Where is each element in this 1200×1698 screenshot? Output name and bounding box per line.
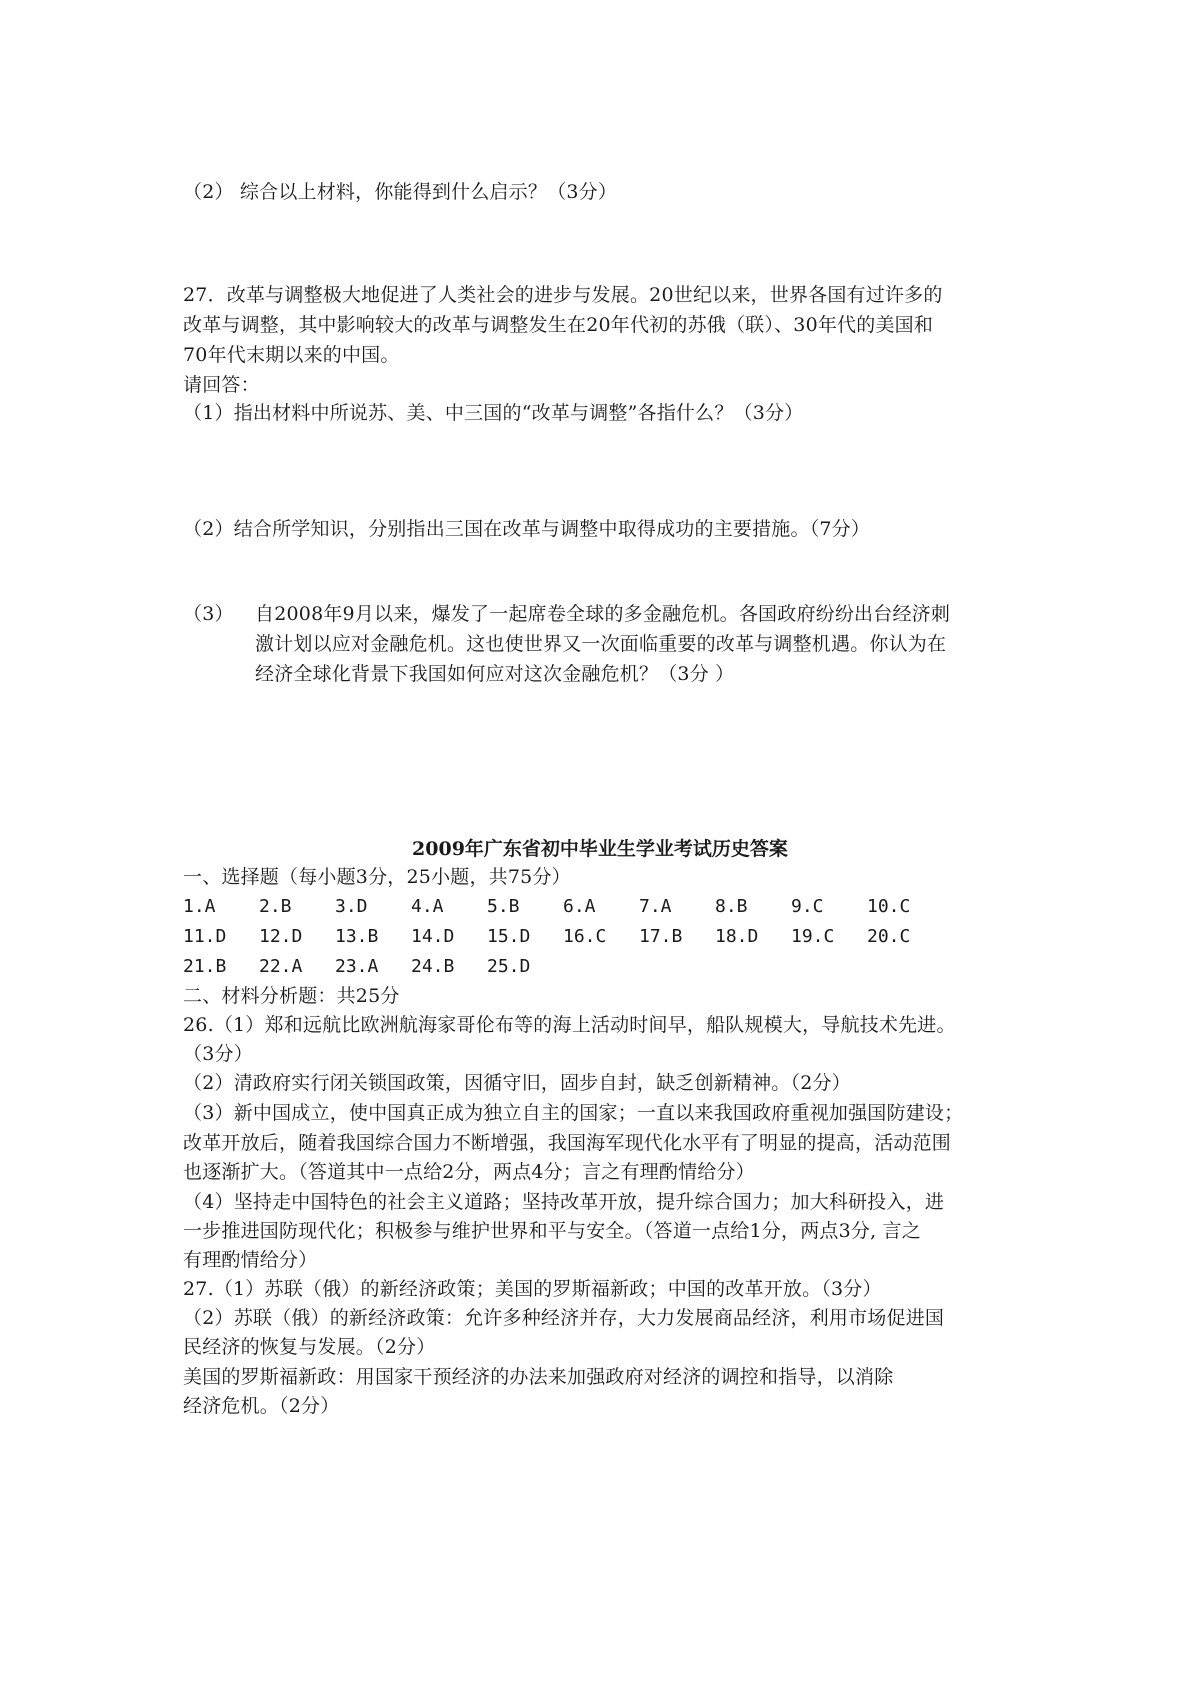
mc-answer: 22.A [259,956,303,977]
answer-line: 民经济的恢复与发展。（2分） [183,1336,436,1358]
answer-line: （4）坚持走中国特色的社会主义道路；坚持改革开放，提升综合国力；加大科研投入，进 [183,1191,945,1213]
q27-part3-line-3: 经济全球化背景下我国如何应对这次金融危机？（3分 ） [255,663,735,685]
q27-part3-label: （3） [183,603,234,625]
mc-answer: 12.D [259,926,303,947]
answer-title: 2009年广东省初中毕业生学业考试历史答案 [412,838,788,860]
mc-answer: 18.D [715,926,759,947]
mc-answer: 19.C [791,926,835,947]
mc-answer: 17.B [639,926,683,947]
q27-part3-line-2: 激计划以应对金融危机。这也使世界又一次面临重要的改革与调整机遇。你认为在 [255,633,947,655]
mc-answer: 21.B [183,956,227,977]
q27-intro-line-2: 改革与调整，其中影响较大的改革与调整发生在20年代初的苏俄（联）、30年代的美国和 [183,314,934,336]
mc-answer: 1.A [183,896,216,917]
mc-answer: 11.D [183,926,227,947]
mc-answer: 25.D [487,956,531,977]
answer-line: （3分） [183,1043,253,1065]
answer-line: 改革开放后，随着我国综合国力不断增强，我国海军现代化水平有了明显的提高，活动范围 [183,1132,952,1154]
answer-line: 有理酌情给分） [183,1249,318,1271]
mc-answer: 20.C [867,926,911,947]
mc-answer: 7.A [639,896,672,917]
answer-line: 也逐渐扩大。（答道其中一点给2分，两点4分；言之有理酌情给分） [183,1161,755,1183]
answer-section-2: 二、材料分析题：共25分 [183,985,400,1007]
mc-answer: 8.B [715,896,748,917]
mc-answer: 10.C [867,896,911,917]
answer-line: （2）清政府实行闭关锁国政策，因循守旧，固步自封，缺乏创新精神。（2分） [183,1072,851,1094]
mc-answer: 24.B [411,956,455,977]
mc-answer: 23.A [335,956,379,977]
mc-answer-row [183,953,563,981]
answer-line: 26.（1）郑和远航比欧洲航海家哥伦布等的海上活动时间早，船队规模大，导航技术先进。 [183,1014,956,1036]
mc-answer: 3.D [335,896,368,917]
mc-answer: 2.B [259,896,292,917]
mc-answer: 6.A [563,896,596,917]
q27-part1: （1）指出材料中所说苏、美、中三国的“改革与调整”各指什么？（3分） [183,402,804,424]
mc-answer: 16.C [563,926,607,947]
q27-part3-line-1: 自2008年9月以来，爆发了一起席卷全球的多金融危机。各国政府纷纷出台经济刺 [255,603,951,625]
q26-part2: （2） 综合以上材料，你能得到什么启示？（3分） [183,181,618,203]
answer-line: （3）新中国成立，使中国真正成为独立自主的国家；一直以来我国政府重视加强国防建设； [183,1102,964,1124]
q27-intro-line-1: 27．改革与调整极大地促进了人类社会的进步与发展。20世纪以来，世界各国有过许多的 [183,284,943,306]
mc-answer: 15.D [487,926,531,947]
mc-answer: 5.B [487,896,520,917]
mc-answer: 9.C [791,896,824,917]
mc-answer: 14.D [411,926,455,947]
q27-part2: （2）结合所学知识，分别指出三国在改革与调整中取得成功的主要措施。（7分） [183,518,871,540]
answer-line: 经济危机。（2分） [183,1395,340,1417]
answer-line: 一步推进国防现代化；积极参与维护世界和平与安全。（答道一点给1分，两点3分, 言之 [183,1220,921,1242]
mc-answer: 4.A [411,896,444,917]
answer-section-1: 一、选择题（每小题3分，25小题，共75分） [183,866,571,888]
mc-answer-row [183,923,943,951]
answer-line: 美国的罗斯福新政：用国家干预经济的办法来加强政府对经济的调控和指导，以消除 [183,1366,894,1388]
mc-answer-row [183,893,943,921]
answer-line: （2）苏联（俄）的新经济政策：允许多种经济并存，大力发展商品经济，利用市场促进国 [183,1307,945,1329]
q27-prompt: 请回答： [183,374,260,396]
answer-line: 27.（1）苏联（俄）的新经济政策；美国的罗斯福新政；中国的改革开放。（3分） [183,1278,882,1300]
q27-intro-line-3: 70年代末期以来的中国。 [183,344,400,366]
mc-answer: 13.B [335,926,379,947]
